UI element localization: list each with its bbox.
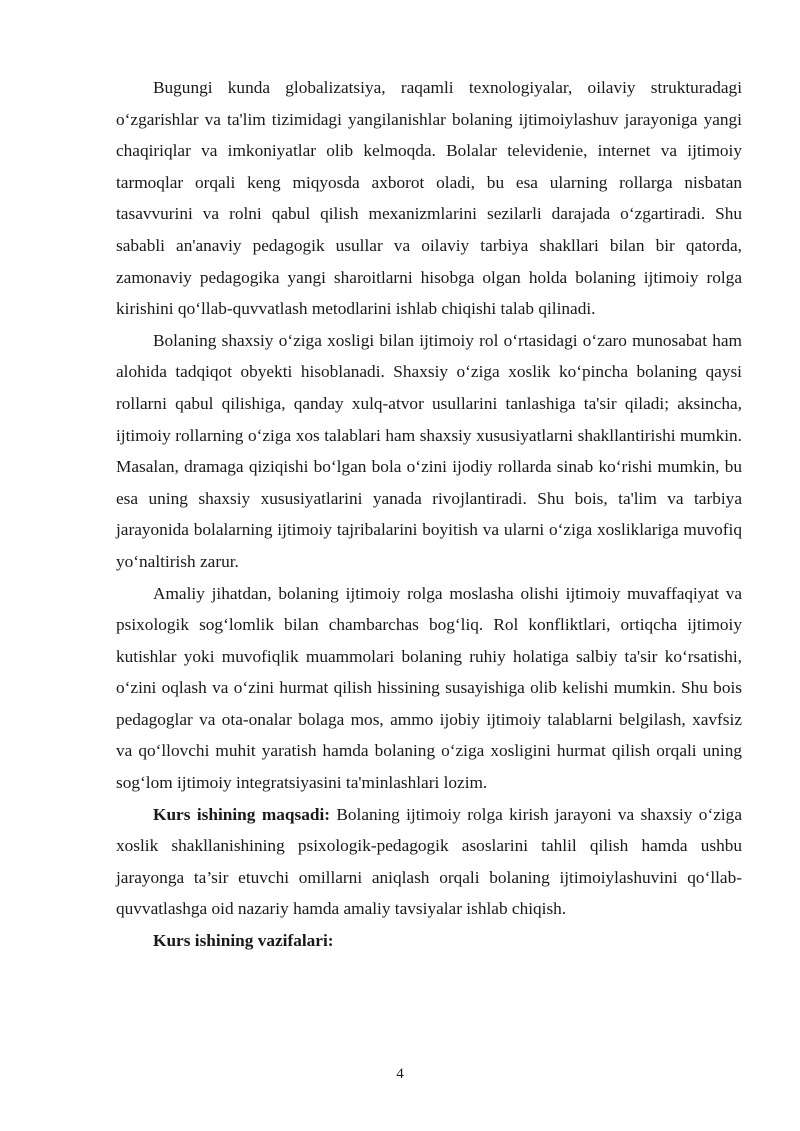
course-goal-heading: Kurs ishining maqsadi: bbox=[153, 804, 330, 824]
paragraph-course-tasks bbox=[116, 925, 742, 957]
page-body bbox=[116, 72, 742, 957]
paragraph-course-goal bbox=[116, 799, 742, 925]
paragraph-identity-and-role bbox=[116, 325, 742, 578]
paragraph-practical-aspect bbox=[116, 578, 742, 799]
page-number: 4 bbox=[396, 1066, 404, 1082]
paragraph-text: Amaliy jihatdan, bolaning ijtimoiy rolga moslasha olishi ijtimoiy muvaffaqiyat va psixologik sog‘lomlik bilan chambarchas bog‘liq. Rol konfliktlari, ortiqcha ijtimoiy kutishlar yoki muvofiqlik muammolari bolaning ruhiy holatiga salbiy ta'sir ko‘rsatishi, o‘zini oqlash va o‘zini hurmat qilish hissining susayishiga olib kelishi mumkin. Shu bois pedagoglar va ota-onalar bolaga mos, ammo ijobiy ijtimoiy talablarni belgilash, xavfsiz va qo‘llovchi muhit yaratish hamda bolaning o‘ziga xosligini hurmat qilish orqali uning sog‘lom ijtimoiy integratsiyasini ta'minlashlari lozim. bbox=[116, 583, 742, 793]
paragraph-text: Bugungi kunda globalizatsiya, raqamli texnologiyalar, oilaviy strukturadagi o‘zgarishlar va ta'lim tizimidagi yangilanishlar bolaning ijtimoiylashuv jarayoniga yangi chaqiriqlar va imkoniyatlar olib kelmoqda. Bolalar televidenie, internet va ijtimoiy tarmoqlar orqali keng miqyosda axborot oladi, bu esa ularning rollarga nisbatan tasavvurini va rolni qabul qilish mexanizmlarini sezilarli darajada o‘zgartiradi. Shu sababli an'anaviy pedagogik usullar va oilaviy tarbiya shakllari bilan bir qatorda, zamonaviy pedagogika yangi sharoitlarni hisobga olgan holda bolaning ijtimoiy rolga kirishini qo‘llab-quvvatlash metodlarini ishlab chiqishi talab qilinadi. bbox=[116, 78, 742, 319]
course-tasks-heading: Kurs ishining vazifalari: bbox=[153, 931, 334, 951]
paragraph-text: Bolaning ijtimoiy rolga kirish jarayoni va shaxsiy o‘ziga xoslik shakllanishining psixologik-pedagogik asoslarini tahlil qilish hamda ushbu jarayonga ta’sir etuvchi omillarni aniqlash orqali bolaning ijtimoiylashuvini qo‘llab-quvvatlashga oid nazariy hamda amaliy tavsiyalar ishlab chiqish. bbox=[116, 804, 742, 919]
paragraph-text: Bolaning shaxsiy o‘ziga xosligi bilan ijtimoiy rol o‘rtasidagi o‘zaro munosabat ham alohida tadqiqot obyekti hisoblanadi. Shaxsiy o‘ziga xoslik ko‘pincha bolaning qaysi rollarni qabul qilishiga, qanday xulq-atvor usullarini tanlashiga ta'sir qiladi; aksincha, ijtimoiy rollarning o‘ziga xos talablari ham shaxsiy xususiyatlarni shakllantirishi mumkin. Masalan, dramaga qiziqishi bo‘lgan bola o‘zini ijodiy rollarda sinab ko‘rishi mumkin, bu esa uning shaxsiy xususiyatlarini yanada rivojlantiradi. Shu bois, ta'lim va tarbiya jarayonida bolalarning ijtimoiy tajribalarini boyitish va ularni o‘ziga xosliklariga muvofiq yo‘naltirish zarur. bbox=[116, 330, 742, 571]
paragraph-globalization bbox=[116, 72, 742, 325]
